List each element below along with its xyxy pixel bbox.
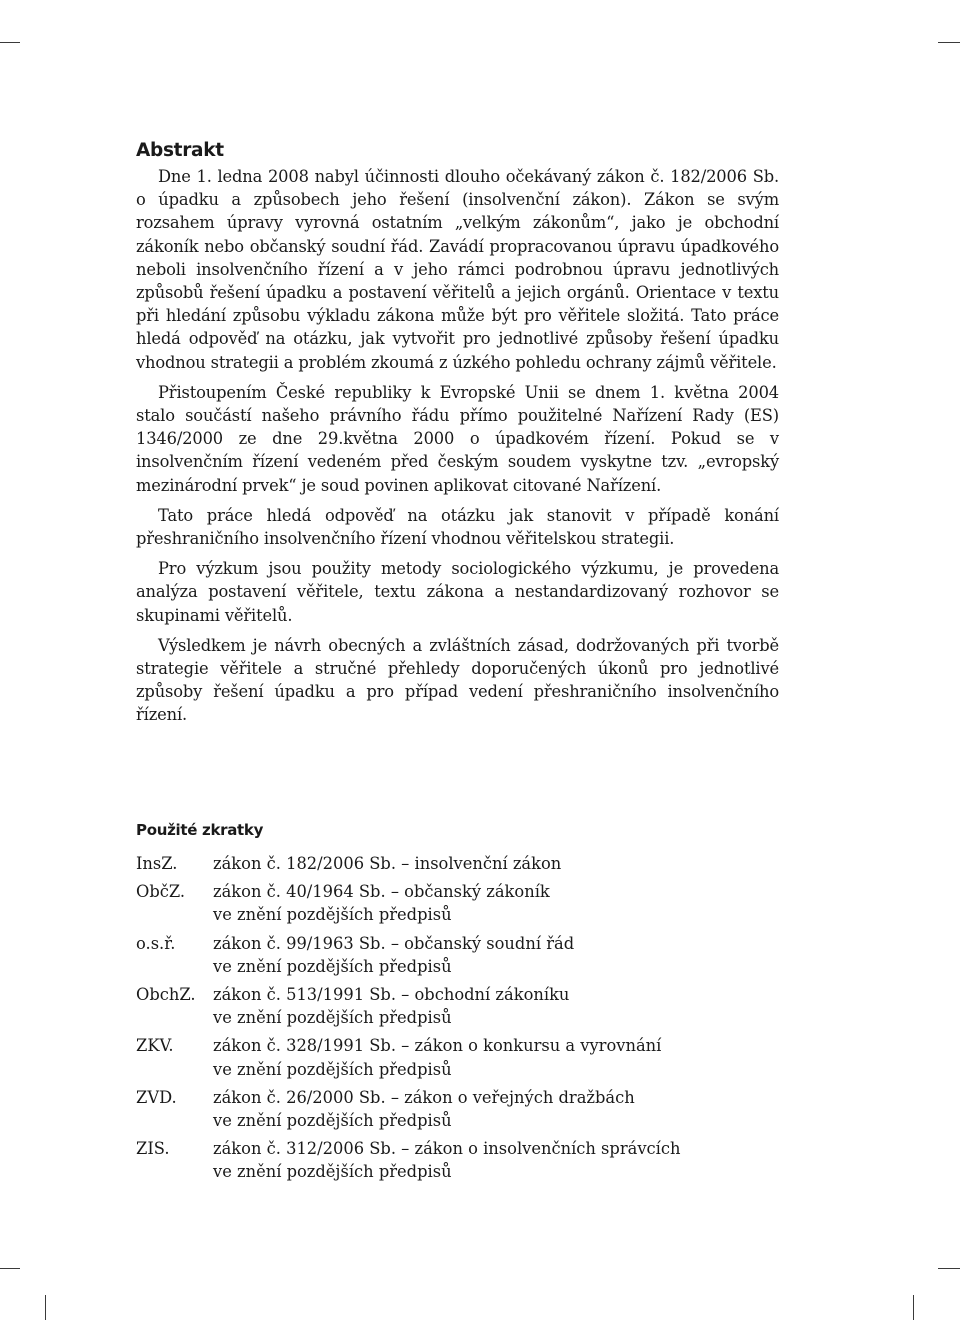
abbreviation-value (213, 983, 569, 1029)
abbreviation-key: o.s.ř. (136, 933, 176, 953)
abstract-paragraph: Dne 1. ledna 2008 nabyl účinnosti dlouho očekávaný zákon č. 182/2006 Sb. o úpadku a způsobech jeho řešení (insolvenční zákon). Zákon se svým rozsahem úpravy vyrovná ostatním „velkým zákonům“, jako je obchodní zákoník nebo občanský soudní řád. Zavádí propracovanou úpravu úpadkového neboli insolvenčního řízení a v jeho rámci podrobnou úpravu jednotlivých způsobů řešení úpadku a postavení věřitelů a jejich orgánů. Orientace v textu při hledání způsobu výkladu zákona může být pro věřitele složitá. Tato práce hledá odpověď na otázku, jak vytvořit pro jednotlivé způsoby řešení úpadku vhodnou strategii a problém zkoumá z úzkého pohledu ochrany zájmů věřitele. (136, 167, 779, 372)
abbreviation-note: ve znění pozdějších předpisů (213, 1162, 452, 1182)
abbreviations-section (136, 820, 836, 1189)
crop-mark-bottom-right-h (938, 1268, 960, 1269)
abbreviation-row (136, 1034, 836, 1080)
abbreviation-key: ZKV. (136, 1036, 174, 1056)
abbreviation-key: ObčZ. (136, 882, 186, 902)
abbreviation-note: ve znění pozdějších předpisů (213, 905, 452, 925)
abbreviation-law: zákon č. 513/1991 Sb. – obchodní zákoníku (213, 985, 570, 1005)
abbreviation-law: zákon č. 26/2000 Sb. – zákon o veřejných dražbách (213, 1087, 635, 1107)
abbreviation-row (136, 932, 836, 978)
abbreviation-key: ZVD. (136, 1087, 177, 1107)
abbreviation-row (136, 1137, 836, 1183)
abbreviation-law: zákon č. 40/1964 Sb. – občanský zákoník (213, 882, 550, 902)
abbreviation-law: zákon č. 328/1991 Sb. – zákon o konkursu a vyrovnání (213, 1036, 662, 1056)
abbreviations-heading: Použité zkratky (136, 821, 264, 839)
abbreviation-key: ZIS. (136, 1139, 170, 1159)
abbreviation-row (136, 983, 836, 1029)
abbreviation-value (213, 852, 561, 875)
abbreviation-row (136, 1086, 836, 1132)
crop-mark-top-left (0, 42, 20, 43)
abbreviation-row (136, 880, 836, 926)
abbreviation-row (136, 852, 836, 875)
crop-mark-bottom-right-v (913, 1295, 914, 1320)
abstract-paragraph: Přistoupením České republiky k Evropské Unii se dnem 1. května 2004 stalo součástí našeho právního řádu přímo použitelné Nařízení Rady (ES) 1346/2000 ze dne 29.května 2000 o úpadkovém řízení. Pokud se v insolvenčním řízení vedeném před českým soudem vyskytne tzv. „evropský mezinárodní prvek“ je soud povinen aplikovat citované Nařízení. (136, 382, 779, 495)
abstract-paragraph: Pro výzkum jsou použity metody sociologického výzkumu, je provedena analýza postavení věřitele, textu zákona a nestandardizovaný rozhovor se skupinami věřitelů. (136, 559, 779, 625)
crop-mark-bottom-left-v (45, 1295, 46, 1320)
abbreviation-value (213, 1137, 680, 1183)
abbreviation-key: InsZ. (136, 854, 178, 873)
abbreviation-note: ve znění pozdějších předpisů (213, 1111, 452, 1131)
abbreviation-value (213, 880, 550, 926)
crop-mark-top-right (938, 42, 960, 43)
abbreviation-law: zákon č. 99/1963 Sb. – občanský soudní řád (213, 933, 575, 953)
abstract-section (136, 140, 779, 734)
abbreviation-note: ve znění pozdějších předpisů (213, 1008, 452, 1028)
abbreviation-note: ve znění pozdějších předpisů (213, 956, 452, 976)
abbreviation-value (213, 1086, 635, 1132)
abstract-paragraph: Výsledkem je návrh obecných a zvláštních zásad, dodržovaných při tvorbě strategie věřitele a stručné přehledy doporučených úkonů pro jednotlivé způsoby řešení úpadku a pro případ vedení přeshraničního insolvenčního řízení. (136, 635, 779, 725)
abstract-paragraph: Tato práce hledá odpověď na otázku jak stanovit v případě konání přeshraničního insolvenčního řízení vhodnou věřitelskou strategii. (136, 505, 779, 549)
abstract-heading: Abstrakt (136, 140, 224, 161)
abbreviation-note: ve znění pozdějších předpisů (213, 1059, 452, 1079)
abbreviation-value (213, 932, 574, 978)
abbreviation-key: ObchZ. (136, 985, 196, 1005)
abbreviation-law: zákon č. 182/2006 Sb. – insolvenční zákon (213, 854, 562, 873)
crop-mark-bottom-left-h (0, 1268, 20, 1269)
abbreviation-law: zákon č. 312/2006 Sb. – zákon o insolvenčních správcích (213, 1139, 681, 1159)
abbreviation-value (213, 1034, 661, 1080)
